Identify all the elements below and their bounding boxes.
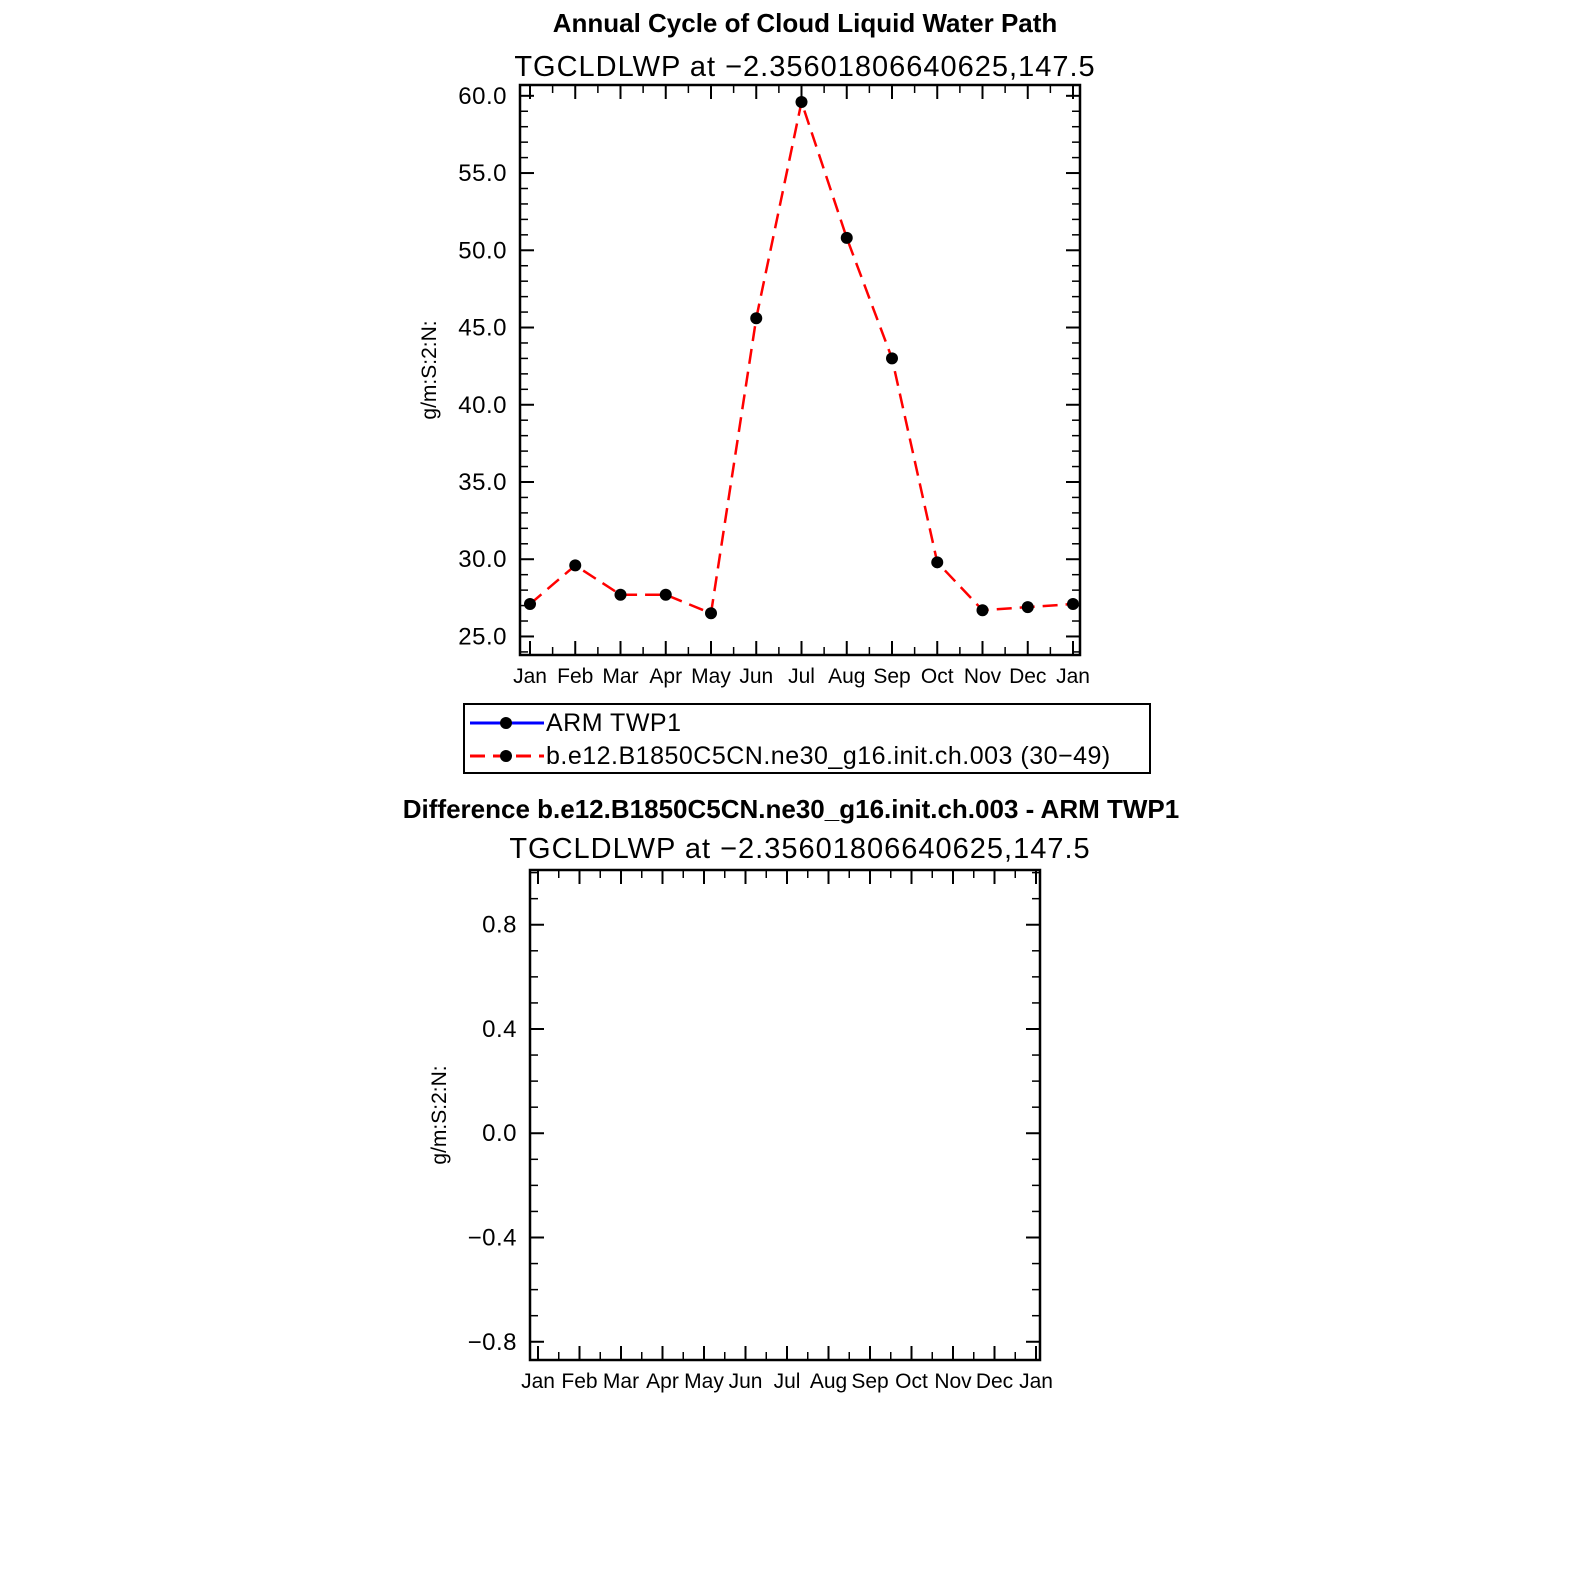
y-tick-label: 45.0 [458, 314, 507, 342]
x-tick-label: Oct [920, 665, 954, 688]
y-tick-label: 25.0 [458, 623, 507, 651]
y-tick-label: 0.4 [482, 1015, 517, 1043]
y-tick-label: 40.0 [458, 391, 507, 419]
x-tick-label: Jun [739, 665, 774, 688]
x-tick-label: Dec [975, 1370, 1014, 1393]
x-tick-label: Apr [649, 665, 683, 688]
x-tick-label: Mar [602, 665, 639, 688]
x-tick-label: Apr [646, 1370, 679, 1393]
x-tick-label: Jan [521, 1370, 555, 1393]
data-point [615, 589, 627, 601]
x-tick-label: Jul [788, 665, 815, 688]
x-tick-label: Sep [851, 1370, 889, 1393]
y-tick-label: 50.0 [458, 237, 507, 265]
y-tick-label: 0.0 [482, 1120, 517, 1148]
x-tick-label: Feb [557, 665, 594, 688]
data-point [841, 232, 853, 244]
annual-cycle-title: Annual Cycle of Cloud Liquid Water Path [552, 8, 1058, 38]
x-tick-label: May [691, 665, 731, 688]
data-point [931, 556, 943, 568]
x-tick-label: Dec [1009, 665, 1047, 688]
data-point [796, 96, 808, 108]
plot-frame [530, 870, 1040, 1360]
data-point [569, 559, 581, 571]
legend [464, 704, 1150, 773]
y-tick-label: 0.8 [482, 911, 517, 939]
y-axis-label: g/m:S:2:N: [418, 320, 441, 420]
series-line [530, 102, 1073, 613]
data-point [705, 607, 717, 619]
y-tick-label: 35.0 [458, 468, 507, 496]
y-tick-label: −0.4 [467, 1224, 517, 1252]
x-tick-label: Aug [828, 665, 866, 688]
annual-cycle-subtitle: TGCLDLWP at −2.35601806640625,147.5 [514, 51, 1096, 83]
y-tick-label: 55.0 [458, 160, 507, 188]
legend-marker [500, 750, 512, 762]
data-point [750, 312, 762, 324]
x-tick-label: Jan [1056, 665, 1090, 688]
x-tick-label: Jan [1019, 1370, 1053, 1393]
x-tick-label: Sep [873, 665, 911, 688]
legend-label: ARM TWP1 [546, 709, 682, 737]
x-tick-label: Mar [602, 1370, 640, 1393]
x-tick-label: Aug [809, 1370, 848, 1393]
y-axis-label: g/m:S:2:N: [428, 1065, 451, 1165]
legend-marker [500, 717, 512, 729]
data-point [524, 598, 536, 610]
y-tick-label: 30.0 [458, 546, 507, 574]
difference-title: Difference b.e12.B1850C5CN.ne30_g16.init.ch.003 - ARM TWP1 [402, 794, 1180, 824]
plot-frame [520, 85, 1080, 655]
y-tick-label: −0.8 [467, 1328, 517, 1356]
x-tick-label: Jul [773, 1370, 801, 1393]
data-point [1067, 598, 1079, 610]
difference-plot [428, 870, 1053, 1393]
annual-cycle-plot [418, 83, 1090, 688]
x-tick-label: Nov [934, 1370, 972, 1393]
difference-subtitle: TGCLDLWP at −2.35601806640625,147.5 [509, 833, 1091, 865]
x-tick-label: Feb [561, 1370, 598, 1393]
x-tick-label: Oct [895, 1370, 928, 1393]
x-tick-label: May [684, 1370, 724, 1393]
data-point [977, 604, 989, 616]
data-point [660, 589, 672, 601]
x-tick-label: Jun [728, 1370, 763, 1393]
x-tick-label: Nov [963, 665, 1002, 688]
y-tick-label: 60.0 [458, 82, 507, 110]
legend-label: b.e12.B1850C5CN.ne30_g16.init.ch.003 (30−49) [546, 742, 1111, 770]
data-point [1022, 601, 1034, 613]
x-tick-label: Jan [513, 665, 547, 688]
data-point [886, 352, 898, 364]
